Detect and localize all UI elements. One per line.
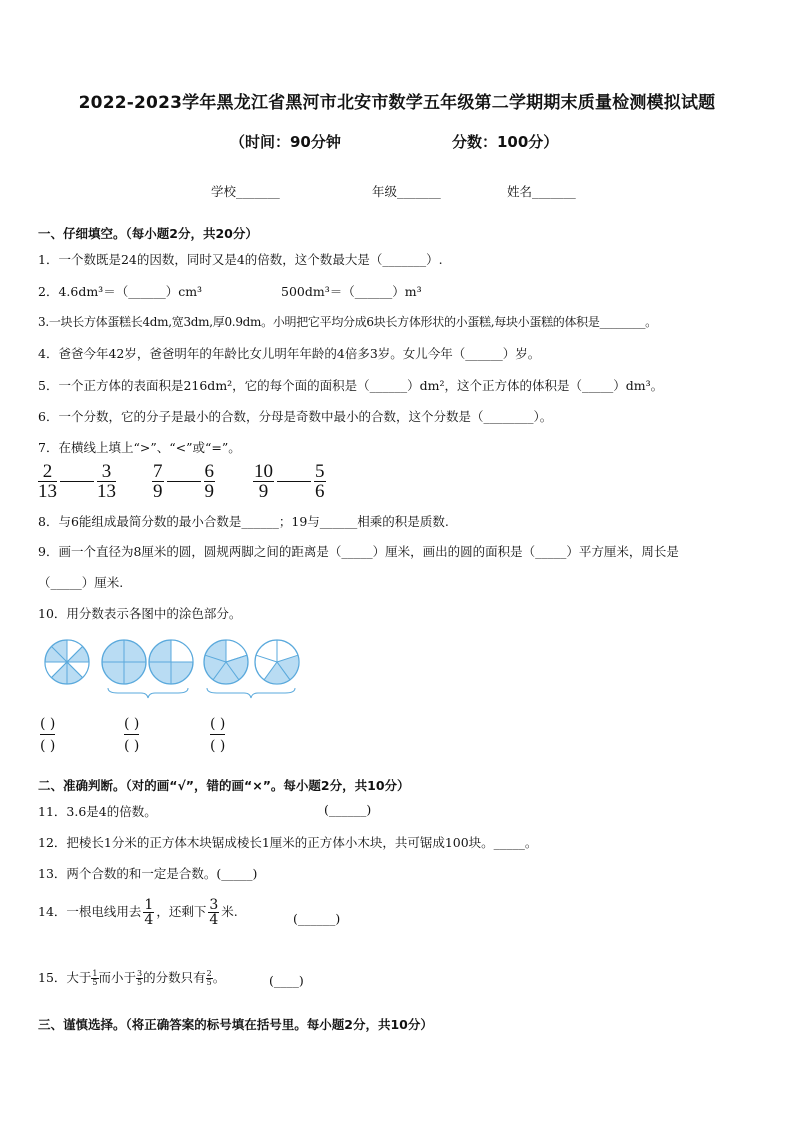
q14-text-pre: 14．一根电线用去 bbox=[38, 904, 142, 919]
name-field[interactable]: 姓名_______ bbox=[507, 184, 576, 199]
q15-text-end: 。 bbox=[212, 970, 226, 985]
question-11: 11．3.6是4的倍数。 bbox=[38, 804, 157, 819]
compare-pair-3 bbox=[253, 462, 326, 501]
fraction-denominator: 5 bbox=[137, 978, 143, 987]
answer-fraction-3[interactable] bbox=[210, 716, 225, 754]
fraction-numerator: 6 bbox=[204, 461, 214, 482]
answer-numerator-blank[interactable]: ( ) bbox=[124, 716, 139, 735]
answer-denominator-blank[interactable]: ( ) bbox=[124, 738, 140, 754]
answer-line[interactable] bbox=[277, 481, 311, 482]
fraction-numerator: 2 bbox=[38, 462, 57, 482]
question-1: 1．一个数既是24的因数，同时又是4的倍数，这个数最大是（_______）. bbox=[38, 252, 443, 267]
answer-denominator-blank[interactable]: ( ) bbox=[210, 738, 226, 754]
question-10: 10．用分数表示各图中的涂色部分。 bbox=[38, 606, 242, 621]
answer-fraction-2[interactable] bbox=[124, 716, 139, 754]
circle-quarters-full bbox=[102, 640, 146, 684]
exam-title: 2022-2023学年黑龙江省黑河市北安市数学五年级第二学期期末质量检测模拟试题 bbox=[78, 93, 716, 113]
brace-1 bbox=[108, 688, 188, 698]
fraction-numerator: 5 bbox=[315, 461, 325, 482]
fraction-denominator: 6 bbox=[315, 481, 325, 502]
answer-numerator-blank[interactable]: ( ) bbox=[40, 716, 55, 735]
fraction-numerator: 10 bbox=[254, 461, 273, 482]
answer-denominator-blank[interactable]: ( ) bbox=[40, 738, 56, 754]
question-3: 3.一块长方体蛋糕长4dm,宽3dm,厚0.9dm。小明把它平均分成6块长方体形状的小蛋糕,每块小蛋糕的体积是________。 bbox=[38, 315, 657, 329]
question-12: 12．把棱长1分米的正方体木块锯成棱长1厘米的正方体小木块，共可锯成100块。_____。 bbox=[38, 835, 538, 850]
fraction-numerator: 1 bbox=[144, 897, 154, 913]
question-6: 6．一个分数，它的分子是最小的合数，分母是奇数中最小的合数，这个分数是（________）。 bbox=[38, 409, 553, 424]
answer-fraction-1[interactable] bbox=[40, 716, 55, 754]
q14-text-post: 米. bbox=[221, 904, 238, 919]
fraction-numerator: 3 bbox=[209, 897, 219, 913]
question-5: 5．一个正方体的表面积是216dm²，它的每个面的面积是（______）dm²，这个正方体的体积是（_____）dm³。 bbox=[38, 378, 664, 393]
fraction-denominator: 5 bbox=[206, 978, 212, 987]
fraction-numerator: 3 bbox=[137, 969, 143, 978]
question-9a: 9．画一个直径为8厘米的圆，圆规两脚之间的距离是（_____）厘米，画出的圆的面积是（_____）平方厘米，周长是 bbox=[38, 544, 679, 559]
fraction-denominator: 4 bbox=[144, 912, 154, 928]
school-field[interactable]: 学校_______ bbox=[211, 184, 280, 199]
q15-text-mid1: 而小于 bbox=[98, 970, 137, 985]
question-11-blank[interactable]: (______) bbox=[324, 802, 372, 817]
question-2a: 2．4.6dm³＝（______）cm³ bbox=[38, 284, 203, 299]
answer-line[interactable] bbox=[60, 481, 94, 482]
fraction-numerator: 7 bbox=[153, 461, 163, 482]
question-9b: （_____）厘米. bbox=[38, 575, 124, 590]
q15-text-mid2: 的分数只有 bbox=[143, 970, 206, 985]
brace-2 bbox=[207, 688, 295, 698]
section1-heading: 一、仔细填空。（每小题2分，共20分） bbox=[38, 226, 258, 241]
question-15-blank[interactable]: (____) bbox=[269, 973, 304, 988]
compare-pair-1 bbox=[38, 462, 116, 501]
fraction-denominator: 13 bbox=[97, 481, 116, 502]
question-7: 7．在横线上填上“>”、“<”或“=”。 bbox=[38, 440, 241, 455]
fraction-denominator: 4 bbox=[209, 912, 219, 928]
answer-numerator-blank[interactable]: ( ) bbox=[210, 716, 225, 735]
circle-eighths bbox=[45, 640, 89, 684]
q15-text-pre: 15．大于 bbox=[38, 970, 92, 985]
question-14 bbox=[38, 898, 238, 927]
fraction-numerator: 3 bbox=[97, 462, 116, 482]
fraction-denominator: 5 bbox=[92, 978, 98, 987]
fraction-denominator: 9 bbox=[204, 481, 214, 502]
question-13: 13．两个合数的和一定是合数。(_____) bbox=[38, 866, 258, 881]
circle-quarters-partial bbox=[149, 640, 193, 684]
question-8: 8．与6能组成最简分数的最小合数是______；19与______相乘的积是质数. bbox=[38, 514, 449, 529]
fraction-numerator: 1 bbox=[92, 969, 98, 978]
question-14-blank[interactable]: (______) bbox=[293, 911, 341, 926]
fraction-circles-figure bbox=[38, 632, 308, 702]
question-4: 4．爸爸今年42岁，爸爸明年的年龄比女儿明年年龄的4倍多3岁。女儿今年（______）岁。 bbox=[38, 346, 541, 361]
score-label: 分数：100分） bbox=[452, 133, 559, 151]
circle-fifths-most bbox=[204, 640, 248, 684]
answer-line[interactable] bbox=[167, 481, 201, 482]
circle-fifths-few bbox=[255, 640, 299, 684]
section2-heading: 二、准确判断。（对的画“√”，错的画“×”。每小题2分，共10分） bbox=[38, 778, 410, 793]
time-label: （时间：90分钟 bbox=[230, 133, 341, 151]
question-2b: 500dm³＝（______）m³ bbox=[281, 284, 422, 299]
fraction-numerator: 2 bbox=[206, 969, 212, 978]
fraction-denominator: 9 bbox=[153, 481, 163, 502]
grade-field[interactable]: 年级_______ bbox=[372, 184, 441, 199]
question-15 bbox=[38, 968, 225, 987]
fraction-denominator: 13 bbox=[38, 481, 57, 502]
q14-text-mid: ，还剩下 bbox=[156, 904, 207, 919]
fraction-denominator: 9 bbox=[258, 481, 269, 502]
section3-heading: 三、谨慎选择。（将正确答案的标号填在括号里。每小题2分，共10分） bbox=[38, 1017, 433, 1032]
compare-pair-2 bbox=[152, 462, 215, 501]
